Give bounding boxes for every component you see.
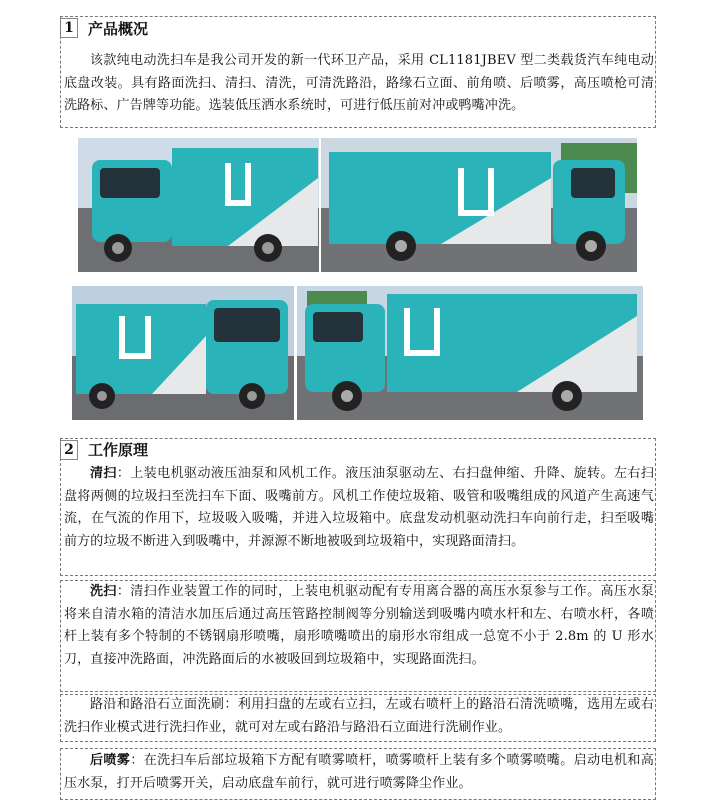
washing-paragraph: 洗扫：清扫作业装置工作的同时，上装电机驱动配有专用离合器的高压水泵参与工作。高压水泵将来自清水箱的清洁水加压后通过高压管路控制阀等分别输送到吸嘴内喷水杆和左、右喷水杆，各喷杆上装有多个特制的不锈钢扇形喷嘴，扇形喷嘴喷出的扇形水帘组成一总宽不小于 2.8m 的 U 形水刀，直接冲洗路面，冲洗路面后的水被吸回到垃圾箱中，实现路面洗扫。 — [64, 584, 654, 667]
sweeping-label: 清扫 — [90, 466, 117, 481]
section-number: 2 — [60, 440, 78, 460]
section-title: 产品概况 — [88, 20, 149, 38]
truck-photo-left-side — [297, 286, 643, 420]
rear-spray-paragraph: 后喷雾：在洗扫车后部垃圾箱下方配有喷雾喷杆，喷雾喷杆上装有多个喷雾喷嘴。启动电机和高压水泵，打开后喷雾开关，启动底盘车前行，就可进行喷雾降尘作业。 — [64, 753, 654, 791]
section-title: 工作原理 — [88, 441, 149, 459]
section-number: 1 — [60, 18, 78, 38]
curb-washing-paragraph: 路沿和路沿石立面洗刷：利用扫盘的左或右立扫，左或右喷杆上的路沿石清洗喷嘴，选用左或右洗扫作业模式进行洗扫作业，就可对左或右路沿与路沿石立面进行洗刷作业。 — [64, 697, 654, 735]
rear-spray-label: 后喷雾 — [90, 753, 131, 768]
truck-photo-front-right — [72, 286, 294, 420]
intro-paragraph: 该款纯电动洗扫车是我公司开发的新一代环卫产品，采用 CL1181JBEV 型二类载货汽车纯电动底盘改装。具有路面洗扫、清扫、清洗，可清洗路沿，路缘石立面、前角喷、后喷雾，高压喷枪可清洗路标、广告牌等功能。选装低压洒水系统时，可进行低压前对冲或鸭嘴冲洗。 — [64, 53, 654, 113]
sweeping-paragraph: 清扫：上装电机驱动液压油泵和风机工作。液压油泵驱动左、右扫盘伸缩、升降、旋转。左右扫盘将两侧的垃圾扫至洗扫车下面、吸嘴前方。风机工作使垃圾箱、吸管和吸嘴组成的风道产生高速气流，在气流的作用下，垃圾吸入吸嘴，并进入垃圾箱中。底盘发动机驱动洗扫车向前行走，扫至吸嘴前方的垃圾不断进入到吸嘴中，并源源不断地被吸到垃圾箱中，实现路面清扫。 — [64, 466, 654, 549]
washing-label: 洗扫 — [90, 584, 117, 599]
truck-photo-right-side — [321, 138, 637, 272]
truck-photo-front-left — [78, 138, 319, 272]
